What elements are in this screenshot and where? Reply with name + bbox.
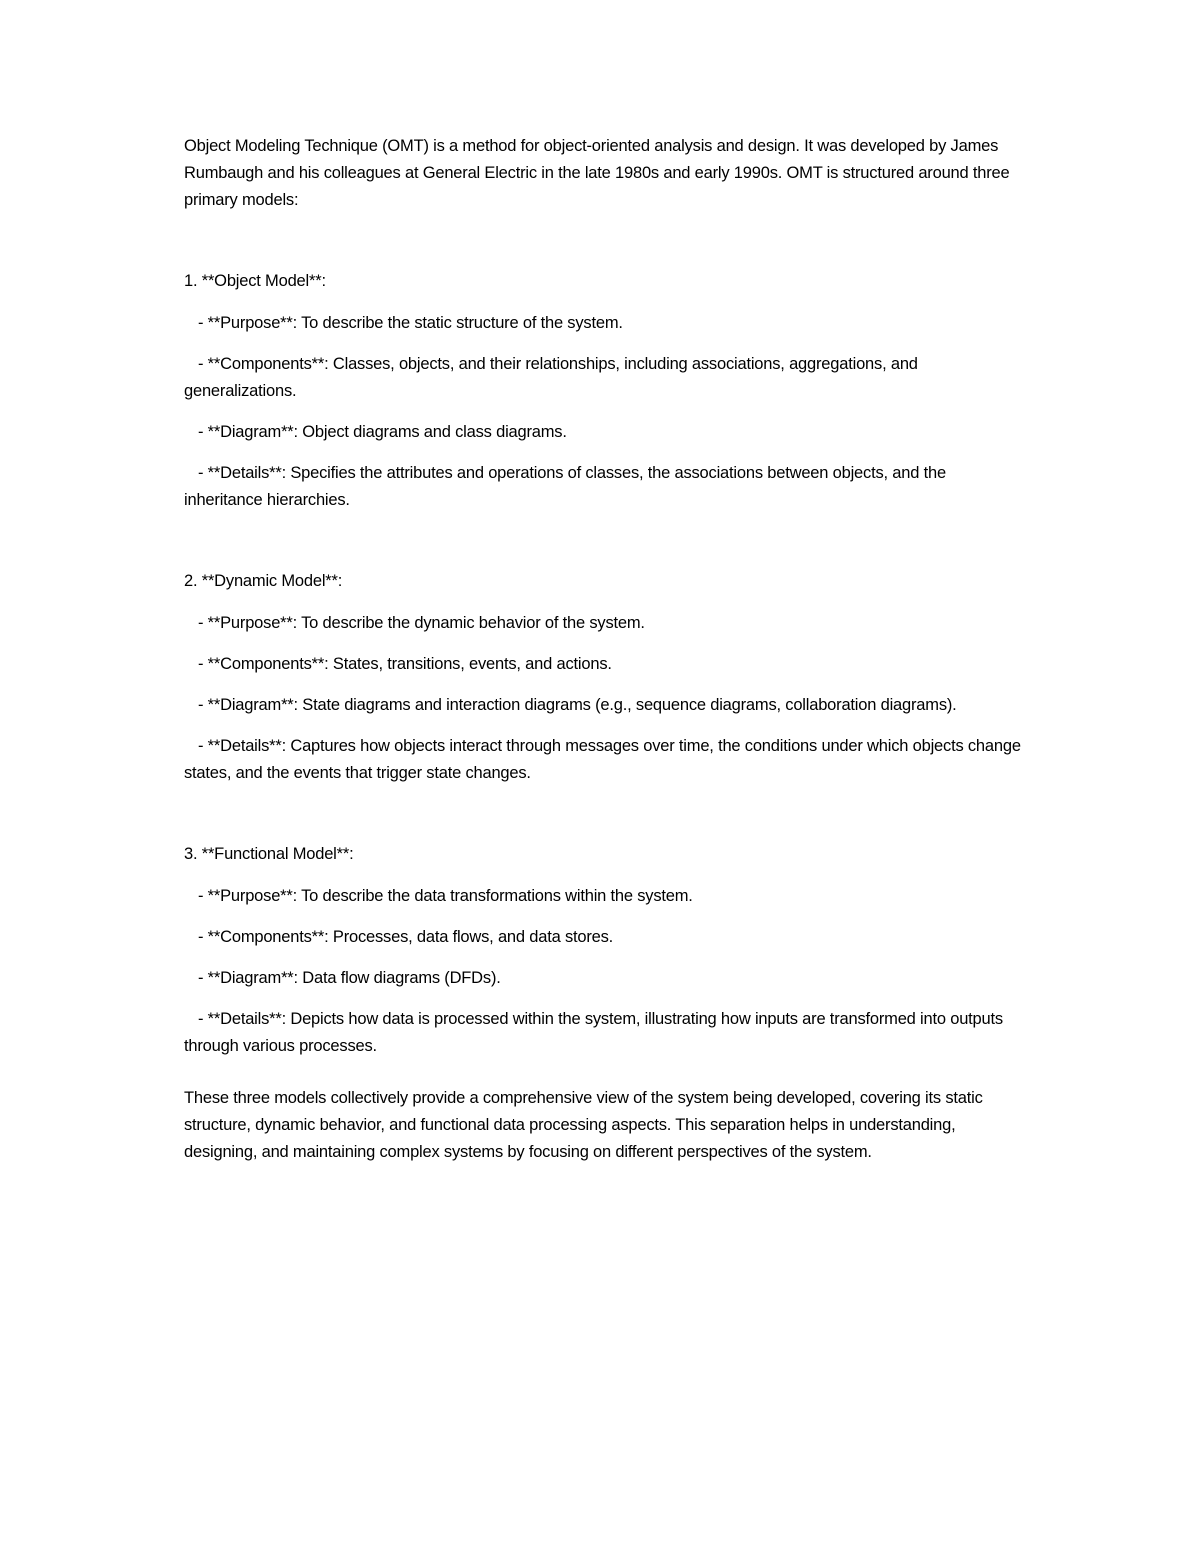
document-body: [184, 133, 1024, 1166]
section-object-model: [184, 268, 1024, 514]
section-item: [184, 733, 1024, 787]
item-text: - **Purpose**: To describe the data transformations within the system.: [198, 887, 693, 905]
item-text: - **Details**: Depicts how data is processed within the system, illustrating how inputs are transformed into outputs through various processes.: [184, 1010, 1003, 1055]
section-item: [184, 610, 1024, 637]
item-text: - **Diagram**: Object diagrams and class diagrams.: [198, 423, 567, 441]
item-text: - **Components**: States, transitions, events, and actions.: [198, 655, 612, 673]
section-item: [184, 460, 1024, 514]
section-item: [184, 351, 1024, 405]
section-item: [184, 965, 1024, 992]
item-text: - **Details**: Captures how objects interact through messages over time, the conditions under which objects change states, and the events that trigger state changes.: [184, 737, 1021, 782]
section-heading: 2. **Dynamic Model**:: [184, 572, 343, 590]
section-item: [184, 883, 1024, 910]
section-functional-model: [184, 841, 1024, 1060]
section-item: [184, 419, 1024, 446]
section-item: [184, 924, 1024, 951]
section-item: [184, 651, 1024, 678]
section-spacer: [184, 801, 1024, 841]
closing-paragraph: These three models collectively provide a comprehensive view of the system being developed, covering its static structure, dynamic behavior, and functional data processing aspects. This separation helps in understanding, designing, and maintaining complex systems by focusing on different perspectives of the system.: [184, 1089, 983, 1161]
section-heading: 1. **Object Model**:: [184, 272, 326, 290]
section-dynamic-model: [184, 568, 1024, 787]
section-heading: 3. **Functional Model**:: [184, 845, 354, 863]
section-item: [184, 692, 1024, 719]
item-text: - **Diagram**: State diagrams and interaction diagrams (e.g., sequence diagrams, collaboration diagrams).: [198, 696, 957, 714]
item-text: - **Components**: Classes, objects, and their relationships, including associations, aggregations, and generalizations.: [184, 355, 918, 400]
item-text: - **Components**: Processes, data flows, and data stores.: [198, 928, 614, 946]
item-text: - **Purpose**: To describe the static structure of the system.: [198, 314, 623, 332]
intro-paragraph: Object Modeling Technique (OMT) is a method for object-oriented analysis and design. It was developed by James Rumbaugh and his colleagues at General Electric in the late 1980s and early 1990s. OMT is structured around three primary models:: [184, 137, 1010, 209]
section-spacer: [184, 528, 1024, 568]
item-text: - **Purpose**: To describe the dynamic behavior of the system.: [198, 614, 645, 632]
section-item: [184, 1006, 1024, 1060]
item-text: - **Details**: Specifies the attributes and operations of classes, the associations between objects, and the inheritance hierarchies.: [184, 464, 946, 509]
section-item: [184, 310, 1024, 337]
item-text: - **Diagram**: Data flow diagrams (DFDs).: [198, 969, 501, 987]
